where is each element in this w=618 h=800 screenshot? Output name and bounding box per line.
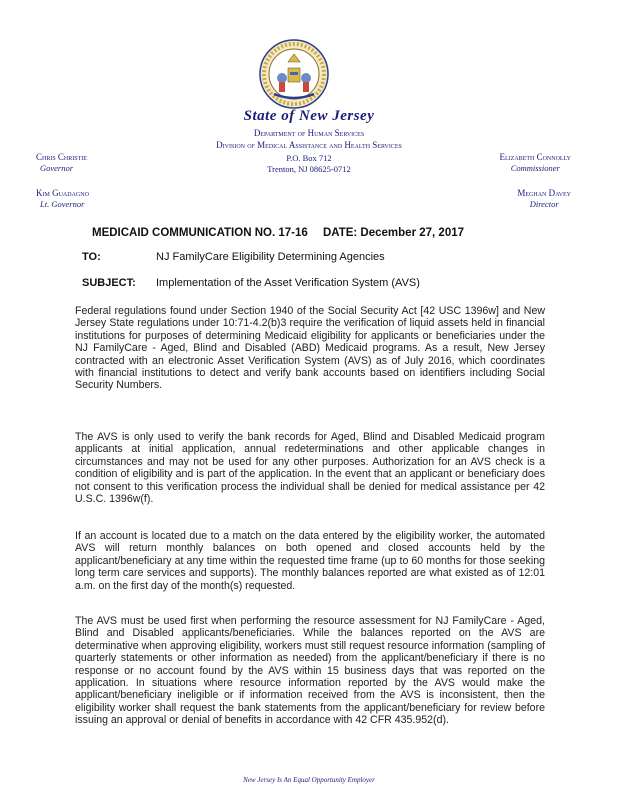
paragraph-regulations: Federal regulations found under Section 1940 of the Social Security Act [42 USC 1396w] and New Jersey State regulations under 10:71-4.2(b)3 require the verification of liquid assets held in financial institutions for purposes of determining Medicaid eligibility for applicants or beneficiaries under the NJ FamilyCare - Aged, Blind and Disabled (ABD) Medicaid programs. As a result, New Jersey contracted with an electronic Asset Verification System (AVS) as of July 2016, which coordinates with financial institutions to detect and verify bank accounts based on identifiers including Social Security Numbers. [75, 305, 545, 392]
to-row [82, 251, 542, 265]
city-address: Trenton, NJ 08625-0712 [267, 164, 351, 174]
to-value: NJ FamilyCare Eligibility Determining Agencies [156, 251, 385, 263]
communication-header [92, 227, 464, 239]
division-name: Division of Medical Assistance and Health Services [216, 140, 402, 150]
lt-governor-name: Kim Guadagno [36, 188, 89, 198]
commissioner-name: Elizabeth Connolly [499, 152, 571, 162]
commissioner-block [500, 152, 571, 174]
director-name: Meghan Davey [517, 188, 571, 198]
communication-number: MEDICAID COMMUNICATION NO. 17-16 [92, 227, 308, 239]
paragraph-account-match: If an account is located due to a match on the data entered by the eligibility worker, the automated AVS will return monthly balances on both opened and closed accounts held by the applicant/beneficiary at any time within the requested time frame (up to 60 months for those seeking long term care services and supports). The monthly balances reported are what existed as of 12:01 a.m. on the first day of the month(s) requested. [75, 530, 545, 592]
lt-governor-title: Lt. Governor [40, 199, 85, 209]
state-title: State of New Jersey [243, 108, 375, 124]
paragraph-avs-usage: The AVS is only used to verify the bank records for Aged, Blind and Disabled Medicaid program applicants at initial application, annual redeterminations and other applicable changes in circumstances and may not be used for any other purposes. Authorization for an AVS check is a condition of eligibility and is part of the application. In the event that an applicant or beneficiary does not consent to this verification process the individual shall be denied for medical assistance per 42 U.S.C. 1396w(f). [75, 431, 545, 506]
to-label: TO: [82, 251, 101, 263]
state-seal-icon [258, 38, 330, 110]
governor-block [36, 152, 87, 174]
director-title: Director [529, 199, 559, 209]
subject-row [82, 277, 542, 291]
commissioner-title: Commissioner [510, 163, 560, 173]
subject-label: SUBJECT: [82, 277, 136, 289]
communication-date: DATE: December 27, 2017 [322, 227, 465, 239]
footer-eoe: New Jersey Is An Equal Opportunity Employer [243, 776, 375, 784]
department-name: Department of Human Services [253, 128, 365, 138]
lt-governor-block [36, 188, 89, 210]
paragraph-resource-assessment: The AVS must be used first when performing the resource assessment for NJ FamilyCare - Aged, Blind and Disabled applicants/beneficiaries. While the balances reported on the AVS are determinative when approving eligibility, workers must still request resource information (sampling of quarterly statements or other information as needed) from the applicant/beneficiary if there is no response or no account found by the AVS within 15 business days that was reported on the application. In situations where resource information reported by the AVS would make the applicant/beneficiary ineligible or if information received from the AVS is inconsistent, then the eligibility worker shall request the bank statements from the applicant/beneficiary for review before issuing an approval or denial of benefits in accordance with 42 CFR 435.952(d). [75, 615, 545, 727]
po-box: P.O. Box 712 [286, 153, 332, 163]
director-block [517, 188, 571, 210]
governor-title: Governor [40, 163, 74, 173]
subject-value: Implementation of the Asset Verification System (AVS) [156, 277, 420, 289]
governor-name: Chris Christie [36, 152, 87, 162]
